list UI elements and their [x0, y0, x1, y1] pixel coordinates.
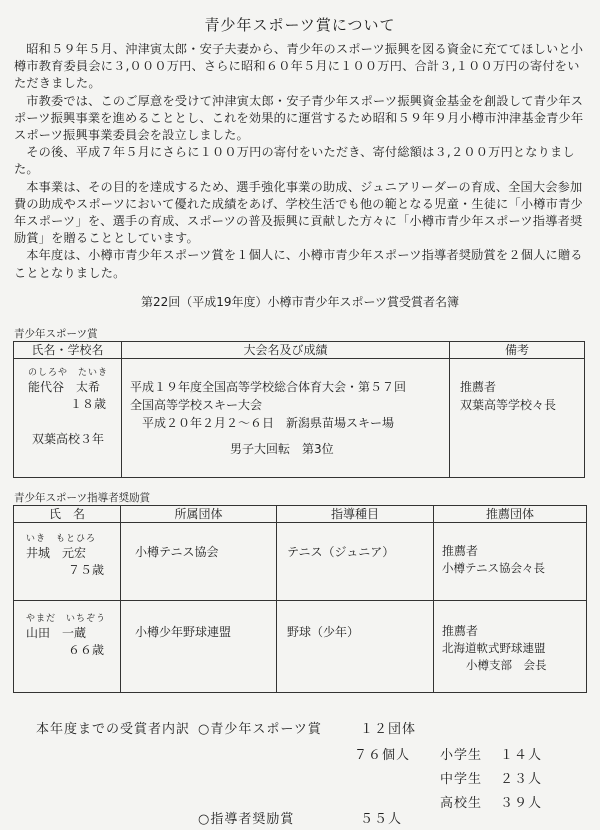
- paragraph: 昭和５９年５月、沖津寅太郎・安子夫妻から、青少年のスポーツ振興を図る資金に充ててほしいと小樽市教育委員会に３,０００万円、さらに昭和６０年５月に１００万円、合計３,１００万円の寄付をいただきました。: [14, 42, 584, 91]
- summary-individuals: ７６個人: [354, 748, 411, 763]
- header-cell: 指導種目: [277, 506, 434, 523]
- event-line: 全国高等学校スキー大会: [130, 398, 263, 412]
- sports-award-label: 青少年スポーツ賞: [14, 328, 98, 340]
- breakdown-count: ２３人: [500, 772, 543, 787]
- org-cell: [121, 523, 277, 601]
- table-row: [14, 359, 585, 478]
- breakdown-count: １４人: [500, 748, 543, 763]
- leader-award-label: 青少年スポーツ指導者奨励賞: [14, 492, 151, 504]
- header-cell: 所属団体: [121, 506, 277, 523]
- summary-leader-label: ○指導者奨励賞: [198, 812, 295, 827]
- table-header-row: [14, 342, 585, 359]
- breakdown-count: ３９人: [500, 796, 543, 811]
- sports-award-table: [13, 341, 585, 478]
- event-line: 平成１９年度全国高等学校総合体育大会・第５７回: [130, 380, 407, 394]
- event-line: 平成２０年２月２～６日 新潟県苗場スキー場: [142, 416, 395, 430]
- name-reading: やまだ いちぞう: [26, 614, 107, 624]
- header-cell: 推薦団体: [434, 506, 587, 523]
- awardee-name: 山田 一蔵: [26, 626, 87, 640]
- name-cell: [14, 601, 121, 693]
- note-line: 双葉高等学校々長: [460, 398, 557, 412]
- summary-groups: １２団体: [360, 722, 417, 737]
- event-result: 男子大回転 第3位: [230, 442, 334, 456]
- awardee-name: 井城 元宏: [26, 546, 87, 560]
- recommender-line: 推薦者: [442, 544, 479, 558]
- list-title: 第22回（平成19年度）小樽市青少年スポーツ賞受賞者名簿: [140, 295, 460, 309]
- note-cell: [450, 359, 585, 478]
- awardee-age: ７５歳: [68, 563, 105, 577]
- breakdown-label: 小学生: [440, 748, 483, 763]
- paragraph: 市教委では、このご厚意を受けて沖津寅太郎・安子青少年スポーツ振興資金基金を創設して青少年スポーツ振興事業を進めることとし、これを効果的に運営するため昭和５９年９月小樽市沖津基金青少年スポーツ振興事業委員会を設立しました。: [14, 93, 584, 143]
- intro-text: [14, 41, 589, 282]
- recommender-line: 北海道軟式野球連盟: [442, 641, 546, 655]
- table-header-row: [14, 506, 587, 523]
- paragraph: 本年度は、小樽市青少年スポーツ賞を１個人に、小樽市青少年スポーツ指導者奨励賞を２個人に贈ることとなりました。: [14, 248, 583, 280]
- org-cell: [121, 601, 277, 693]
- name-reading: いき もとひろ: [26, 534, 97, 544]
- header-cell: 大会名及び成績: [122, 342, 450, 359]
- sport-cell: [277, 601, 434, 693]
- awardee-school: 双葉高校３年: [32, 432, 105, 446]
- header-cell: 備考: [450, 342, 585, 359]
- recommender-line: 小樽テニス協会々長: [442, 561, 546, 575]
- header-cell: 氏 名: [14, 506, 121, 523]
- awardee-name: 能代谷 太希: [28, 380, 101, 394]
- table-row: [14, 601, 587, 693]
- sport-name: 野球（少年）: [287, 625, 360, 639]
- sport-cell: [277, 523, 434, 601]
- recommender-line: 小樽支部 会長: [466, 658, 547, 672]
- breakdown-label: 中学生: [440, 772, 483, 787]
- paragraph: その後、平成７年５月にさらに１００万円の寄付をいただき、寄付総額は３,２００万円となりました。: [14, 145, 575, 177]
- sport-name: テニス（ジュニア）: [287, 545, 395, 559]
- name-reading: のしろや たいき: [28, 368, 109, 378]
- awardee-age: ６６歳: [68, 643, 105, 657]
- summary-heading: 本年度までの受賞者内訳: [36, 722, 191, 737]
- summary-sports-label: ○青少年スポーツ賞: [198, 722, 322, 737]
- recommender-cell: [434, 523, 587, 601]
- page-title: 青少年スポーツ賞について: [204, 16, 396, 34]
- org-name: 小樽少年野球連盟: [135, 625, 232, 639]
- event-cell: [122, 359, 450, 478]
- awardee-age: １８歳: [70, 397, 107, 411]
- breakdown-label: 高校生: [440, 796, 483, 811]
- leader-award-table: [13, 505, 587, 693]
- summary-leader-count: ５５人: [360, 812, 403, 827]
- recommender-cell: [434, 601, 587, 693]
- org-name: 小樽テニス協会: [135, 545, 219, 559]
- name-cell: [14, 523, 121, 601]
- name-cell: [14, 359, 122, 478]
- header-cell: 氏名・学校名: [14, 342, 122, 359]
- paragraph: 本事業は、その目的を達成するため、選手強化事業の助成、ジュニアリーダーの育成、全国大会参加費の助成やスポーツにおいて優れた成績をあげ、学校生活でも他の範となる児童・生徒に「小樽市青少年スポーツ」を、選手の育成、スポーツの普及振興に貢献した方々に「小樽市青少年スポーツ指導者奨励賞」を贈ることとしています。: [14, 179, 583, 246]
- recommender-line: 推薦者: [442, 624, 479, 638]
- table-row: [14, 523, 587, 601]
- note-line: 推薦者: [460, 380, 497, 394]
